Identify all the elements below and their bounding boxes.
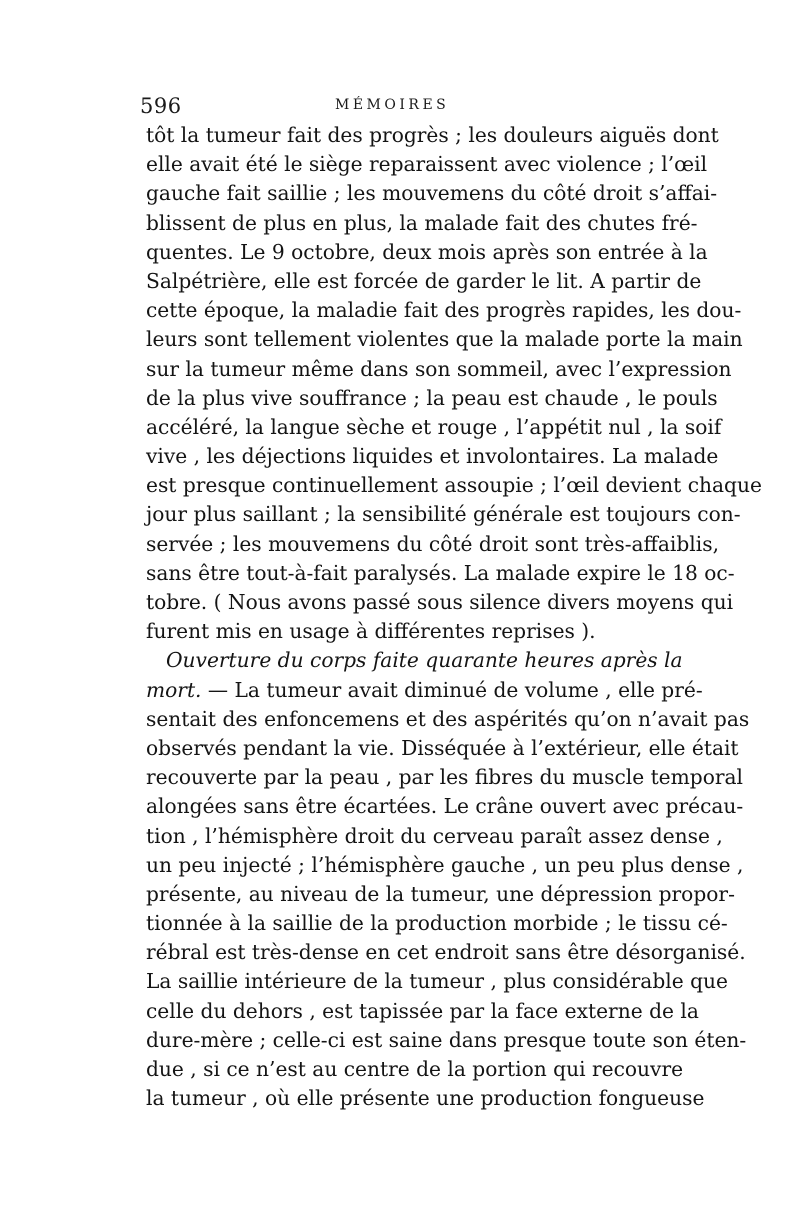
text-line: sur la tumeur même dans son sommeil, avec l’expression [146,356,732,381]
text-line: la tumeur , où elle présente une production fongueuse [146,1086,705,1111]
text-line: vive , les déjections liquides et involontaires. La malade [146,444,719,469]
text-line: leurs sont tellement violentes que la malade porte la main [146,327,743,352]
text-line: jour plus saillant ; la sensibilité générale est toujours con- [146,502,741,527]
text-line: blissent de plus en plus, la malade fait des chutes fré- [146,210,698,235]
page-number: 596 [140,94,182,118]
text-line: Salpétrière, elle est forcée de garder le lit. A partir de [146,268,702,293]
text-line: un peu injecté ; l’hémisphère gauche , un peu plus dense , [146,852,744,877]
text-line: de la plus vive souffrance ; la peau est chaude , le pouls [146,385,718,410]
text-line: quentes. Le 9 octobre, deux mois après son entrée à la [146,239,708,264]
text-line: alongées sans être écartées. Le crâne ouvert avec précau- [146,794,744,819]
section-heading-line: Ouverture du corps faite quarante heures après la [166,648,683,673]
text-line: sentait des enfoncemens et des aspérités qu’on n’avait pas [146,706,750,731]
text-line: observés pendant la vie. Disséquée à l’extérieur, elle était [146,735,739,760]
text-line: rébral est très-dense en cet endroit sans être désorganisé. [146,940,746,965]
text-line: due , si ce n’est au centre de la portion qui recouvre [146,1057,684,1081]
body-text [146,121,762,1113]
text-line: présente, au niveau de la tumeur, une dépression propor- [146,881,735,906]
paragraph-2 [146,646,750,1113]
text-line: est presque continuellement assoupie ; l’œil devient chaque [146,473,762,498]
text-line: servée ; les mouvemens du côté droit sont très-affaiblis, [146,531,719,556]
text-line: tôt la tumeur fait des progrès ; les douleurs aiguës dont [146,123,719,147]
text-line: gauche fait saillie ; les mouvemens du côté droit s’affai- [146,181,718,206]
text-line: tobre. ( Nous avons passé sous silence divers moyens qui [146,590,734,614]
text-line: cette époque, la maladie fait des progrès rapides, les dou- [146,298,742,323]
text-line: celle du dehors , est tapissée par la face externe de la [146,998,699,1023]
text-line [146,676,703,705]
text-line-rest: — La tumeur avait diminué de volume , elle pré- [201,677,703,702]
text-line: accéléré, la langue sèche et rouge , l’appétit nul , la soif [146,414,722,439]
text-line: tion , l’hémisphère droit du cerveau paraît assez dense , [146,823,723,848]
text-line: recouverte par la peau , par les fibres du muscle temporal [146,765,743,790]
text-line: tionnée à la saillie de la production morbide ; le tissu cé- [146,911,728,936]
text-line: sans être tout-à-fait paralysés. La malade expire le 18 oc- [146,560,735,585]
page-header [140,94,660,120]
running-head: MÉMOIRES [335,97,450,113]
text-line: furent mis en usage à différentes reprises ). [146,619,596,644]
text-line: La saillie intérieure de la tumeur , plus considérable que [146,969,728,994]
text-line: dure-mère ; celle-ci est saine dans presque toute son éten- [146,1027,747,1052]
text-line: elle avait été le siège reparaissent avec violence ; l’œil [146,152,708,177]
paragraph-1 [146,121,762,646]
section-heading-end: mort. [146,677,202,702]
